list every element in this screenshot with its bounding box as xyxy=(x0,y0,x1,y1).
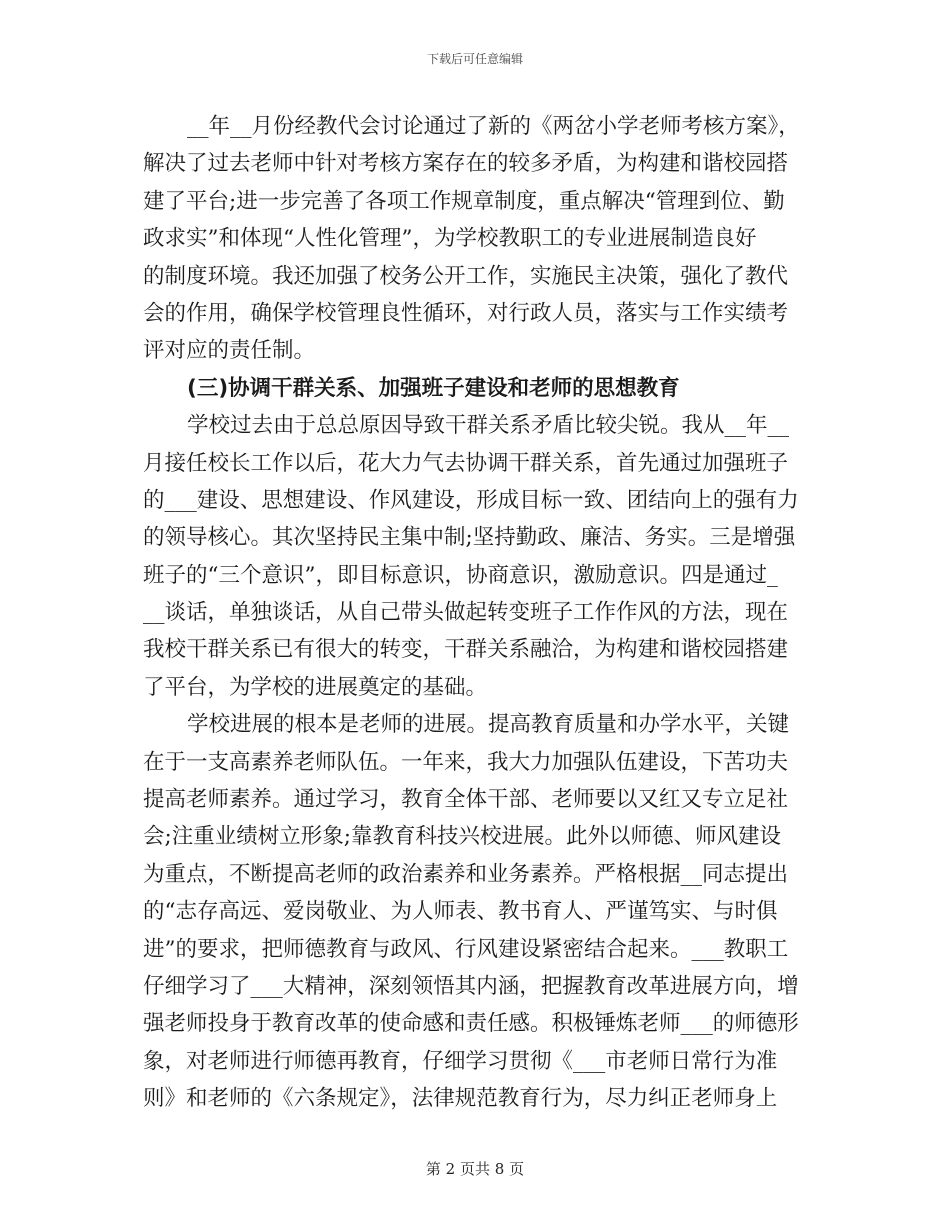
text-line: 会;注重业绩树立形象;靠教育科技兴校进展。此外以师德、师风建设 xyxy=(143,824,781,850)
text-line: 则》和老师的《六条规定》，法律规范教育行为，尽力纠正老师身上 xyxy=(143,1086,778,1112)
text-line: 的___建设、思想建设、作风建设，形成目标一致、团结向上的强有力 xyxy=(143,487,799,513)
text-line: 建了平台;进一步完善了各项工作规章制度，重点解决“管理到位、勤 xyxy=(143,188,785,214)
page-footer: 第 2 页共 8 页 xyxy=(425,1160,525,1178)
text-line: 提高老师素养。通过学习，教育全体干部、老师要以又红又专立足社 xyxy=(143,787,789,813)
text-line: 学校过去由于总总原因导致干群关系矛盾比较尖锐。我从__年__ xyxy=(187,413,790,439)
text-line: 我校干群关系已有很大的转变，干群关系融洽，为构建和谐校园搭建 xyxy=(143,637,789,663)
text-line: 会的作用，确保学校管理良性循环，对行政人员，落实与工作实绩考 xyxy=(143,300,789,326)
text-line: 的制度环境。我还加强了校务公开工作，实施民主决策，强化了教代 xyxy=(143,263,789,289)
text-line: 评对应的责任制。 xyxy=(143,338,316,364)
text-line: 为重点，不断提高老师的政治素养和业务素养。严格根据__同志提出 xyxy=(143,861,789,887)
text-line: 了平台，为学校的进展奠定的基础。 xyxy=(143,674,488,700)
text-line: 解决了过去老师中针对考核方案存在的较多矛盾，为构建和谐校园搭 xyxy=(143,151,789,177)
text-line: 仔细学习了___大精神，深刻领悟其内涵，把握教育改革进展方向，增 xyxy=(143,973,799,999)
text-line: 强老师投身于教育改革的使命感和责任感。积极锤炼老师___的师德形 xyxy=(143,1011,799,1037)
text-line: 在于一支高素养老师队伍。一年来，我大力加强队伍建设，下苦功夫 xyxy=(143,749,789,775)
text-line: 学校进展的根本是老师的进展。提高教育质量和办学水平，关键 xyxy=(187,712,790,738)
text-line: 的“志存高远、爱岗敬业、为人师表、教书育人、严谨笃实、与时俱 xyxy=(143,899,778,925)
text-line: 月接任校长工作以后，花大力气去协调干群关系，首先通过加强班子 xyxy=(143,450,789,476)
text-line: __年__月份经教代会讨论通过了新的《两岔小学老师考核方案》， xyxy=(187,114,800,139)
section-heading: (三)协调干群关系、加强班子建设和老师的思想教育 xyxy=(187,375,680,401)
page-header: 下载后可任意编辑 xyxy=(426,52,523,66)
text-line: 的领导核心。其次坚持民主集中制;坚持勤政、廉洁、务实。三是增强 xyxy=(143,525,796,551)
document-body xyxy=(143,108,807,1118)
text-line: 政求实”和体现“人性化管理”，为学校教职工的专业进展制造良好 xyxy=(143,226,757,252)
text-line: __谈话，单独谈话，从自己带头做起转变班子工作作风的方法，现在 xyxy=(143,600,789,626)
text-line: 象，对老师进行师德再教育，仔细学习贯彻《___市老师日常行为准 xyxy=(143,1048,778,1074)
text-line: 班子的“三个意识”，即目标意识，协商意识，激励意识。四是通过_ xyxy=(143,562,778,588)
text-line: 进”的要求，把师德教育与政风、行风建设紧密结合起来。___教职工 xyxy=(143,936,789,962)
